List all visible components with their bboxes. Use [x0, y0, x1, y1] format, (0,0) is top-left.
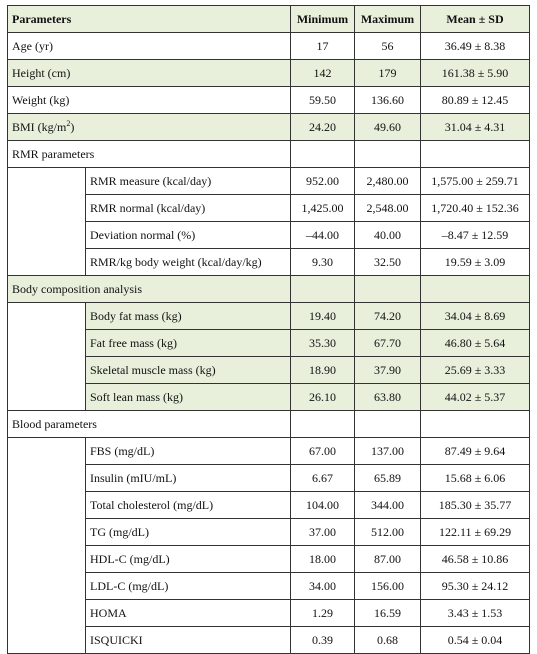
cell-mean-sd: 1,575.00 ± 259.71: [421, 168, 530, 195]
cell-empty: [355, 141, 421, 168]
table-row: [8, 600, 530, 627]
cell-maximum: 32.50: [355, 249, 421, 276]
cell-mean-sd: 46.58 ± 10.86: [421, 546, 530, 573]
bmi-label-superscript: 2: [66, 119, 71, 128]
cell-minimum: 18.90: [291, 357, 355, 384]
cell-minimum: 104.00: [291, 492, 355, 519]
cell-maximum: 87.00: [355, 546, 421, 573]
row-label: RMR/kg body weight (kcal/day/kg): [86, 249, 291, 276]
cell-mean-sd: 31.04 ± 4.31: [421, 114, 530, 141]
row-label: HDL-C (mg/dL): [86, 546, 291, 573]
cell-mean-sd: 25.69 ± 3.33: [421, 357, 530, 384]
table-row: [8, 546, 530, 573]
row-label: Insulin (mIU/mL): [86, 465, 291, 492]
table-row: [8, 627, 530, 654]
cell-empty: [421, 141, 530, 168]
cell-empty: [291, 411, 355, 438]
indent-cell: [8, 519, 86, 546]
cell-maximum: 67.70: [355, 330, 421, 357]
indent-cell: [8, 492, 86, 519]
cell-empty: [421, 411, 530, 438]
cell-maximum: 512.00: [355, 519, 421, 546]
table-row: [8, 573, 530, 600]
table-row: [8, 330, 530, 357]
row-label: Total cholesterol (mg/dL): [86, 492, 291, 519]
row-label: Deviation normal (%): [86, 222, 291, 249]
row-label: ISQUICKI: [86, 627, 291, 654]
cell-maximum: 37.90: [355, 357, 421, 384]
cell-mean-sd: 0.54 ± 0.04: [421, 627, 530, 654]
row-label: [8, 114, 291, 141]
row-label: RMR normal (kcal/day): [86, 195, 291, 222]
cell-maximum: 136.60: [355, 87, 421, 114]
header-row: [8, 6, 530, 33]
cell-minimum: 18.00: [291, 546, 355, 573]
cell-minimum: 26.10: [291, 384, 355, 411]
cell-mean-sd: 19.59 ± 3.09: [421, 249, 530, 276]
table-row: [8, 114, 530, 141]
row-label: Soft lean mass (kg): [86, 384, 291, 411]
cell-mean-sd: 122.11 ± 69.29: [421, 519, 530, 546]
cell-empty: [421, 276, 530, 303]
cell-maximum: 74.20: [355, 303, 421, 330]
indent-cell: [8, 627, 86, 654]
table-row: [8, 195, 530, 222]
cell-maximum: 49.60: [355, 114, 421, 141]
cell-minimum: 952.00: [291, 168, 355, 195]
cell-minimum: 1.29: [291, 600, 355, 627]
cell-mean-sd: 15.68 ± 6.06: [421, 465, 530, 492]
cell-mean-sd: 44.02 ± 5.37: [421, 384, 530, 411]
section-header-row: [8, 276, 530, 303]
row-label: LDL-C (mg/dL): [86, 573, 291, 600]
indent-cell: [8, 222, 86, 249]
cell-empty: [355, 411, 421, 438]
cell-minimum: 59.50: [291, 87, 355, 114]
row-label: HOMA: [86, 600, 291, 627]
row-label: Height (cm): [8, 60, 291, 87]
table-row: [8, 357, 530, 384]
cell-mean-sd: 36.49 ± 8.38: [421, 33, 530, 60]
cell-minimum: 17: [291, 33, 355, 60]
cell-empty: [291, 276, 355, 303]
row-label: FBS (mg/dL): [86, 438, 291, 465]
table-row: [8, 519, 530, 546]
indent-cell: [8, 384, 86, 411]
cell-maximum: 137.00: [355, 438, 421, 465]
cell-mean-sd: 161.38 ± 5.90: [421, 60, 530, 87]
section-header-row: [8, 141, 530, 168]
section-title: RMR parameters: [8, 141, 291, 168]
section-title: Body composition analysis: [8, 276, 291, 303]
header-parameters: Parameters: [8, 6, 291, 33]
cell-minimum: 0.39: [291, 627, 355, 654]
cell-mean-sd: 3.43 ± 1.53: [421, 600, 530, 627]
table-row: [8, 492, 530, 519]
header-maximum: Maximum: [355, 6, 421, 33]
cell-minimum: 67.00: [291, 438, 355, 465]
cell-mean-sd: 95.30 ± 24.12: [421, 573, 530, 600]
cell-mean-sd: 185.30 ± 35.77: [421, 492, 530, 519]
indent-cell: [8, 546, 86, 573]
cell-minimum: 1,425.00: [291, 195, 355, 222]
indent-cell: [8, 573, 86, 600]
section-title: Blood parameters: [8, 411, 291, 438]
cell-maximum: 56: [355, 33, 421, 60]
cell-mean-sd: –8.47 ± 12.59: [421, 222, 530, 249]
cell-minimum: 142: [291, 60, 355, 87]
indent-cell: [8, 303, 86, 330]
cell-maximum: 0.68: [355, 627, 421, 654]
cell-minimum: 19.40: [291, 303, 355, 330]
table-row: [8, 465, 530, 492]
cell-minimum: 9.30: [291, 249, 355, 276]
cell-maximum: 63.80: [355, 384, 421, 411]
cell-empty: [355, 276, 421, 303]
cell-maximum: 40.00: [355, 222, 421, 249]
cell-minimum: 6.67: [291, 465, 355, 492]
row-label: Weight (kg): [8, 87, 291, 114]
indent-cell: [8, 600, 86, 627]
cell-mean-sd: 1,720.40 ± 152.36: [421, 195, 530, 222]
cell-mean-sd: 34.04 ± 8.69: [421, 303, 530, 330]
bmi-label-end: ): [70, 120, 75, 134]
table-row: [8, 87, 530, 114]
cell-minimum: 24.20: [291, 114, 355, 141]
cell-mean-sd: 87.49 ± 9.64: [421, 438, 530, 465]
row-label: Fat free mass (kg): [86, 330, 291, 357]
cell-maximum: 344.00: [355, 492, 421, 519]
parameters-table: [7, 5, 530, 654]
cell-maximum: 2,548.00: [355, 195, 421, 222]
table-row: [8, 384, 530, 411]
table-row: [8, 60, 530, 87]
section-header-row: [8, 411, 530, 438]
header-mean-sd: Mean ± SD: [421, 6, 530, 33]
indent-cell: [8, 465, 86, 492]
row-label: RMR measure (kcal/day): [86, 168, 291, 195]
indent-cell: [8, 330, 86, 357]
indent-cell: [8, 168, 86, 195]
cell-maximum: 2,480.00: [355, 168, 421, 195]
indent-cell: [8, 438, 86, 465]
table-row: [8, 303, 530, 330]
indent-cell: [8, 195, 86, 222]
cell-minimum: 34.00: [291, 573, 355, 600]
row-label: Body fat mass (kg): [86, 303, 291, 330]
bmi-label-text: BMI (kg/m: [12, 120, 67, 134]
row-label: Age (yr): [8, 33, 291, 60]
cell-empty: [291, 141, 355, 168]
table-row: [8, 222, 530, 249]
cell-maximum: 156.00: [355, 573, 421, 600]
cell-minimum: –44.00: [291, 222, 355, 249]
row-label: Skeletal muscle mass (kg): [86, 357, 291, 384]
indent-cell: [8, 357, 86, 384]
cell-maximum: 179: [355, 60, 421, 87]
header-minimum: Minimum: [291, 6, 355, 33]
cell-maximum: 16.59: [355, 600, 421, 627]
cell-maximum: 65.89: [355, 465, 421, 492]
table-row: [8, 168, 530, 195]
indent-cell: [8, 249, 86, 276]
cell-mean-sd: 46.80 ± 5.64: [421, 330, 530, 357]
table-row: [8, 438, 530, 465]
cell-minimum: 37.00: [291, 519, 355, 546]
table-row: [8, 33, 530, 60]
table-row: [8, 249, 530, 276]
cell-minimum: 35.30: [291, 330, 355, 357]
row-label: TG (mg/dL): [86, 519, 291, 546]
cell-mean-sd: 80.89 ± 12.45: [421, 87, 530, 114]
